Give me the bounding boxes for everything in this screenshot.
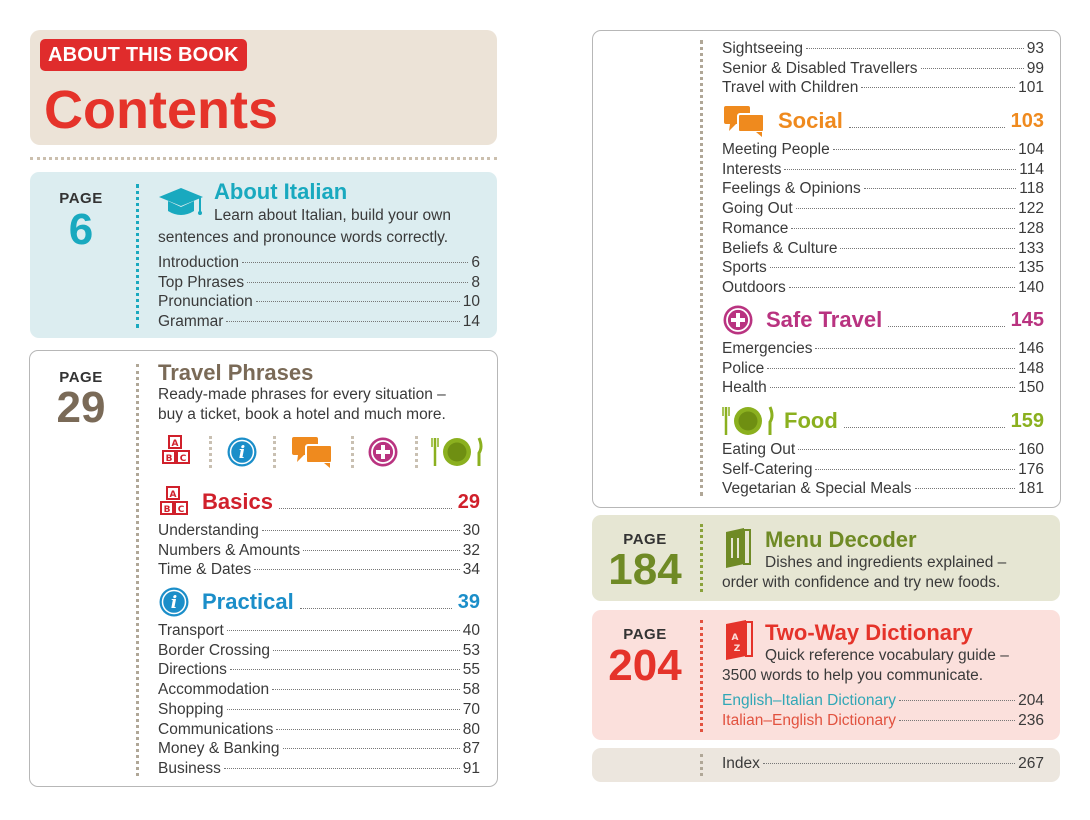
abc-blocks-icon	[160, 434, 194, 473]
svg-text:C: C	[177, 505, 185, 515]
toc-entry[interactable]: Sightseeing 93	[722, 40, 1044, 57]
section-description: order with confidence and try new foods.	[722, 574, 1001, 591]
section-page: 39	[457, 590, 480, 613]
toc-entry[interactable]: Understanding 30	[158, 522, 480, 539]
plus-circle-icon	[722, 304, 766, 336]
section-title: About Italian	[214, 179, 348, 204]
speech-bubbles-icon	[722, 104, 778, 138]
page-number: 29	[56, 383, 106, 432]
plate-cutlery-icon	[431, 435, 483, 474]
section-heading[interactable]	[722, 404, 1044, 438]
toc-entry[interactable]: Self-Catering 176	[722, 460, 1044, 478]
abc-blocks-icon	[158, 485, 202, 519]
toc-entry[interactable]: Travel with Children 101	[722, 79, 1044, 97]
toc-entry[interactable]: Beliefs & Culture 133	[722, 239, 1044, 257]
toc-entry[interactable]: Feelings & Opinions 118	[722, 180, 1044, 198]
divider	[700, 524, 703, 592]
menu-book-icon	[724, 528, 752, 573]
page-label: PAGE	[59, 369, 103, 386]
divider	[415, 436, 418, 468]
toc-list	[158, 253, 480, 332]
toc-list	[722, 39, 1044, 98]
info-icon	[158, 586, 202, 618]
section-description: Learn about Italian, build your own	[214, 207, 451, 224]
toc-entry[interactable]: Index 267	[722, 755, 1044, 772]
plate-cutlery-icon	[722, 404, 784, 438]
section-heading[interactable]	[722, 303, 1044, 337]
section-title: Social	[778, 108, 843, 133]
toc-entry[interactable]: Introduction 6	[158, 254, 480, 271]
toc-entry[interactable]: Outdoors 140	[722, 278, 1044, 296]
toc-entry[interactable]: Italian–English Dictionary 236	[722, 711, 1044, 729]
section-title: Two-Way Dictionary	[765, 620, 973, 645]
divider	[700, 620, 703, 732]
svg-text:Z: Z	[733, 644, 741, 654]
toc-entry[interactable]: Money & Banking 87	[158, 740, 480, 758]
toc-entry[interactable]: Numbers & Amounts 32	[158, 541, 480, 559]
svg-text:i: i	[238, 443, 246, 463]
section-title: Practical	[202, 589, 294, 614]
section-page: 159	[1010, 409, 1044, 432]
toc-entry[interactable]: Senior & Disabled Travellers 99	[722, 59, 1044, 77]
toc-entry[interactable]: Directions 55	[158, 661, 480, 679]
section-description: sentences and pronounce words correctly.	[158, 229, 449, 246]
toc-entry[interactable]: Going Out 122	[722, 200, 1044, 218]
section-title: Travel Phrases	[158, 360, 314, 385]
social-group	[722, 104, 1044, 298]
toc-entry[interactable]: Meeting People 104	[722, 141, 1044, 158]
section-description: Quick reference vocabulary guide –	[765, 647, 1009, 664]
section-title: Food	[784, 408, 838, 433]
divider	[700, 754, 703, 776]
toc-list	[722, 691, 1044, 730]
dictionary-book-icon	[724, 620, 754, 665]
toc-entry[interactable]: Health 150	[722, 379, 1044, 397]
page-number: 184	[608, 545, 682, 594]
toc-entry[interactable]: Grammar 14	[158, 313, 480, 331]
divider	[30, 157, 497, 160]
index-list	[722, 754, 1044, 774]
toc-entry[interactable]: Eating Out 160	[722, 441, 1044, 458]
svg-text:A: A	[731, 633, 739, 643]
toc-entry[interactable]: Vegetarian & Special Meals 181	[722, 480, 1044, 498]
toc-entry[interactable]: Business 91	[158, 759, 480, 777]
food-group	[722, 404, 1044, 499]
divider	[700, 40, 703, 496]
toc-entry[interactable]: Accommodation 58	[158, 681, 480, 699]
section-heading[interactable]	[158, 485, 480, 519]
section-page: 29	[457, 490, 480, 513]
page-label: PAGE	[623, 626, 667, 643]
svg-text:C: C	[179, 454, 187, 464]
toc-entry[interactable]: Communications 80	[158, 720, 480, 738]
page-title: Contents	[44, 80, 278, 140]
toc-entry[interactable]: English–Italian Dictionary 204	[722, 692, 1044, 709]
toc-entry[interactable]: Romance 128	[722, 219, 1044, 237]
basics-group	[158, 485, 480, 580]
toc-entry[interactable]: Time & Dates 34	[158, 561, 480, 579]
section-title: Basics	[202, 489, 273, 514]
toc-entry[interactable]: Emergencies 146	[722, 340, 1044, 357]
svg-text:A: A	[169, 490, 177, 500]
speech-bubbles-icon	[290, 435, 336, 474]
svg-text:i: i	[170, 593, 178, 613]
svg-text:B: B	[165, 454, 173, 464]
toc-entry[interactable]: Pronunciation 10	[158, 293, 480, 311]
practical-group	[158, 585, 480, 779]
page-number: 6	[68, 205, 94, 254]
section-description: Dishes and ingredients explained –	[765, 554, 1007, 571]
section-heading[interactable]	[158, 585, 480, 619]
toc-entry[interactable]: Border Crossing 53	[158, 641, 480, 659]
toc-entry[interactable]: Police 148	[722, 359, 1044, 377]
section-page: 145	[1010, 308, 1044, 331]
section-title: Safe Travel	[766, 307, 883, 332]
section-description: 3500 words to help you communicate.	[722, 667, 984, 684]
section-heading[interactable]	[722, 104, 1044, 138]
divider	[273, 436, 276, 468]
toc-entry[interactable]: Interests 114	[722, 160, 1044, 178]
svg-text:A: A	[171, 439, 179, 449]
svg-text:B: B	[163, 505, 171, 515]
toc-entry[interactable]: Sports 135	[722, 259, 1044, 277]
plus-circle-icon	[367, 436, 399, 473]
toc-entry[interactable]: Top Phrases 8	[158, 273, 480, 291]
toc-entry[interactable]: Transport 40	[158, 622, 480, 639]
section-description: buy a ticket, book a hotel and much more.	[158, 406, 446, 423]
section-title: Menu Decoder	[765, 527, 917, 552]
divider	[136, 184, 139, 328]
section-page: 103	[1010, 109, 1044, 132]
toc-entry[interactable]: Shopping 70	[158, 700, 480, 718]
section-description: Ready-made phrases for every situation –	[158, 386, 446, 403]
safe-travel-group	[722, 303, 1044, 398]
page-label: PAGE	[59, 190, 103, 207]
info-icon	[226, 436, 258, 473]
page-label: PAGE	[623, 531, 667, 548]
divider	[209, 436, 212, 468]
page-number: 204	[608, 641, 682, 690]
divider	[351, 436, 354, 468]
divider	[136, 364, 139, 776]
graduation-cap-icon	[158, 186, 204, 225]
about-this-book-tag: ABOUT THIS BOOK	[40, 39, 247, 71]
